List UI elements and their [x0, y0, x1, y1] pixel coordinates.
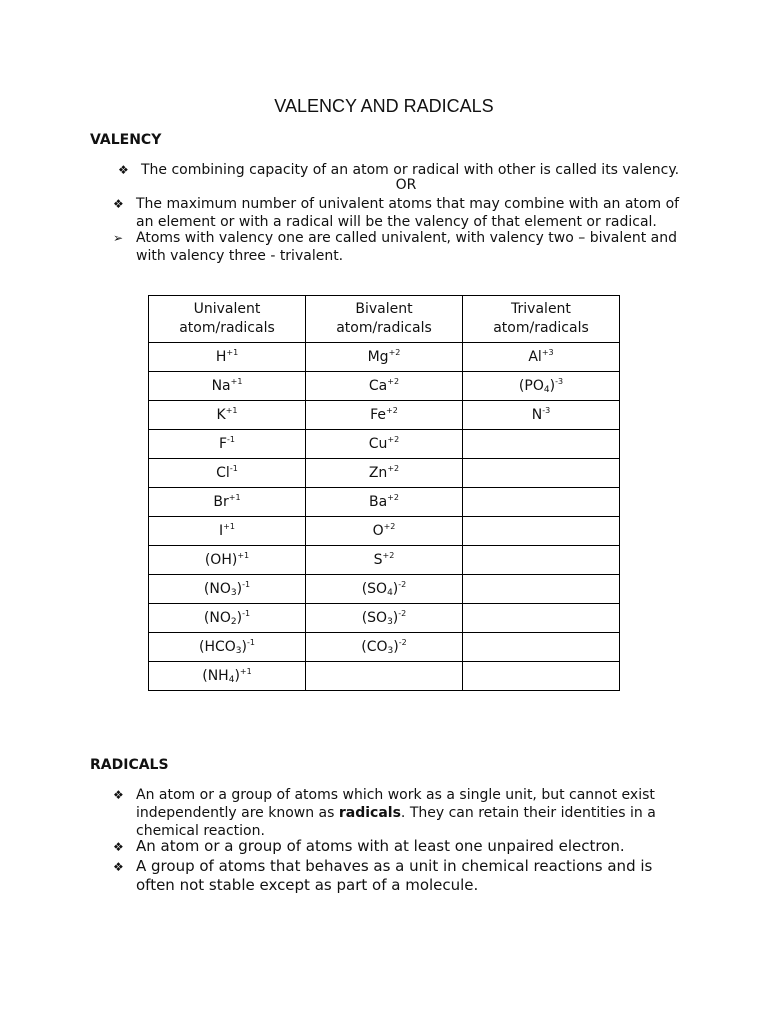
trivalent-cell	[462, 662, 619, 691]
formula-base: S	[373, 552, 383, 568]
charge-superscript: +1	[225, 406, 238, 415]
header-bivalent: Bivalent atom/radicals	[305, 296, 462, 343]
header-univalent: Univalent atom/radicals	[149, 296, 306, 343]
formula-base: Br	[213, 494, 229, 510]
table-row	[149, 517, 620, 546]
formula-close: )	[236, 610, 243, 626]
bivalent-cell	[305, 401, 462, 430]
charge-superscript: +1	[223, 522, 235, 531]
bivalent-cell	[305, 517, 462, 546]
charge-superscript: -1	[242, 580, 251, 589]
univalent-cell	[149, 575, 306, 604]
formula-base: Zn	[368, 465, 388, 481]
bivalent-cell	[305, 546, 462, 575]
charge-superscript: +2	[387, 464, 400, 473]
formula-base: (HCO	[199, 639, 236, 655]
univalent-cell	[149, 546, 306, 575]
charge-superscript: -1	[229, 464, 238, 473]
formula-base: (SO	[361, 581, 388, 597]
formula-base: F	[218, 436, 228, 452]
charge-superscript: -1	[227, 435, 236, 444]
diamond-bullet-icon: ❖	[113, 840, 124, 854]
bivalent-cell	[305, 633, 462, 662]
formula-close: )	[392, 581, 399, 597]
charge-superscript: -3	[555, 377, 564, 386]
bivalent-cell	[305, 488, 462, 517]
valency-point-2: The maximum number of univalent atoms that may combine with an atom of an element or with a radical will be the valency of that element or radical.	[136, 196, 680, 230]
formula-subscript: 2	[230, 617, 237, 627]
bivalent-cell	[305, 575, 462, 604]
univalent-cell	[149, 604, 306, 633]
trivalent-cell	[462, 343, 619, 372]
diamond-bullet-icon: ❖	[113, 788, 124, 802]
formula-base: H	[215, 349, 227, 365]
charge-superscript: -2	[398, 638, 407, 647]
trivalent-cell	[462, 488, 619, 517]
diamond-bullet-icon: ❖	[113, 860, 124, 874]
diamond-bullet-icon: ❖	[118, 163, 129, 177]
table-row	[149, 604, 620, 633]
bivalent-cell	[305, 372, 462, 401]
charge-superscript: -1	[242, 609, 251, 618]
formula-base: Fe	[370, 407, 387, 423]
charge-superscript: +2	[388, 348, 401, 357]
formula-base: (PO	[518, 378, 544, 394]
charge-superscript: -2	[398, 580, 407, 589]
formula-subscript: 4	[543, 385, 550, 395]
charge-superscript: +1	[230, 377, 243, 386]
formula-base: K	[216, 407, 226, 423]
univalent-cell	[149, 343, 306, 372]
formula-base: Ca	[368, 378, 388, 394]
formula-base: N	[531, 407, 543, 423]
univalent-cell	[149, 372, 306, 401]
charge-superscript: +2	[387, 377, 400, 386]
bivalent-cell	[305, 343, 462, 372]
formula-subscript: 3	[387, 617, 393, 627]
formula-close: )	[241, 639, 247, 655]
formula-base: (CO	[361, 639, 388, 655]
univalent-cell	[149, 662, 306, 691]
univalent-cell	[149, 430, 306, 459]
radicals-heading: RADICALS	[90, 757, 169, 773]
table-row	[149, 372, 620, 401]
charge-superscript: +2	[387, 435, 400, 444]
formula-close: )	[549, 378, 556, 394]
charge-superscript: +2	[386, 406, 398, 415]
formula-close: )	[392, 610, 399, 626]
table-row	[149, 546, 620, 575]
charge-superscript: +2	[387, 493, 399, 502]
radicals-term: radicals	[338, 805, 401, 821]
table-header-row	[149, 296, 620, 343]
bivalent-cell	[305, 604, 462, 633]
bivalent-cell	[305, 430, 462, 459]
formula-base: Na	[211, 378, 231, 394]
formula-subscript: 4	[387, 588, 393, 598]
formula-subscript: 3	[387, 646, 394, 656]
table-row	[149, 343, 620, 372]
radicals-point-2: An atom or a group of atoms with at least one unpaired electron.	[136, 837, 625, 855]
table-row	[149, 488, 620, 517]
formula-subscript: 3	[235, 646, 242, 656]
formula-close: )	[236, 581, 243, 597]
univalent-cell	[149, 401, 306, 430]
formula-close: )	[393, 639, 399, 655]
charge-superscript: +1	[239, 667, 252, 676]
charge-superscript: +2	[382, 551, 395, 560]
trivalent-cell	[462, 546, 619, 575]
univalent-cell	[149, 517, 306, 546]
formula-base: Ba	[368, 494, 388, 510]
valency-point-1: The combining capacity of an atom or radical with other is called its valency.	[141, 162, 680, 178]
charge-superscript: +3	[541, 348, 554, 357]
header-trivalent: Trivalent atom/radicals	[462, 296, 619, 343]
charge-superscript: +2	[383, 522, 396, 531]
formula-base: (NH	[202, 668, 229, 684]
charge-superscript: -2	[398, 609, 407, 618]
radicals-point-1	[136, 786, 681, 840]
formula-base: (NO	[203, 581, 231, 597]
univalent-cell	[149, 488, 306, 517]
formula-base: O	[372, 523, 384, 539]
formula-close: )	[234, 668, 240, 684]
formula-base: Cu	[368, 436, 388, 452]
valency-point-3: Atoms with valency one are called univalent, with valency two – bivalent and with valency three - trivalent.	[136, 230, 677, 264]
diamond-bullet-icon: ❖	[113, 197, 124, 211]
charge-superscript: +1	[237, 551, 250, 560]
trivalent-cell	[462, 517, 619, 546]
formula-base: (NO	[203, 610, 231, 626]
charge-superscript: -3	[542, 406, 551, 415]
formula-base: Mg	[367, 349, 389, 365]
trivalent-cell	[462, 633, 619, 662]
arrow-bullet-icon: ➢	[113, 231, 124, 245]
trivalent-cell	[462, 459, 619, 488]
univalent-cell	[149, 633, 306, 662]
valency-table	[148, 295, 620, 691]
univalent-cell	[149, 459, 306, 488]
table-row	[149, 430, 620, 459]
page-title: VALENCY AND RADICALS	[274, 96, 494, 116]
trivalent-cell	[462, 575, 619, 604]
formula-base: Cl	[216, 465, 230, 481]
table-row	[149, 662, 620, 691]
formula-base: I	[219, 523, 224, 539]
trivalent-cell	[462, 401, 619, 430]
table-row	[149, 575, 620, 604]
table-row	[149, 401, 620, 430]
table-row	[149, 459, 620, 488]
charge-superscript: -1	[247, 638, 255, 647]
radicals-point-1-text: An atom or a group of atoms which work as a single unit, but cannot exist independently are known as	[136, 787, 655, 821]
charge-superscript: +1	[226, 348, 239, 357]
formula-base: Al	[528, 349, 542, 365]
valency-heading: VALENCY	[90, 132, 162, 148]
radicals-point-1-text-end: . They can retain their identities in a chemical reaction.	[136, 805, 656, 839]
bivalent-cell	[305, 662, 462, 691]
table-row	[149, 633, 620, 662]
formula-base: (SO	[361, 610, 388, 626]
trivalent-cell	[462, 430, 619, 459]
formula-subscript: 3	[230, 588, 237, 598]
formula-subscript: 4	[228, 675, 235, 685]
charge-superscript: +1	[228, 493, 241, 502]
trivalent-cell	[462, 372, 619, 401]
radicals-point-3: A group of atoms that behaves as a unit in chemical reactions and is often not stable except as part of a molecule.	[136, 857, 653, 894]
or-separator: OR	[395, 177, 417, 193]
trivalent-cell	[462, 604, 619, 633]
bivalent-cell	[305, 459, 462, 488]
formula-base: (OH)	[204, 552, 238, 568]
